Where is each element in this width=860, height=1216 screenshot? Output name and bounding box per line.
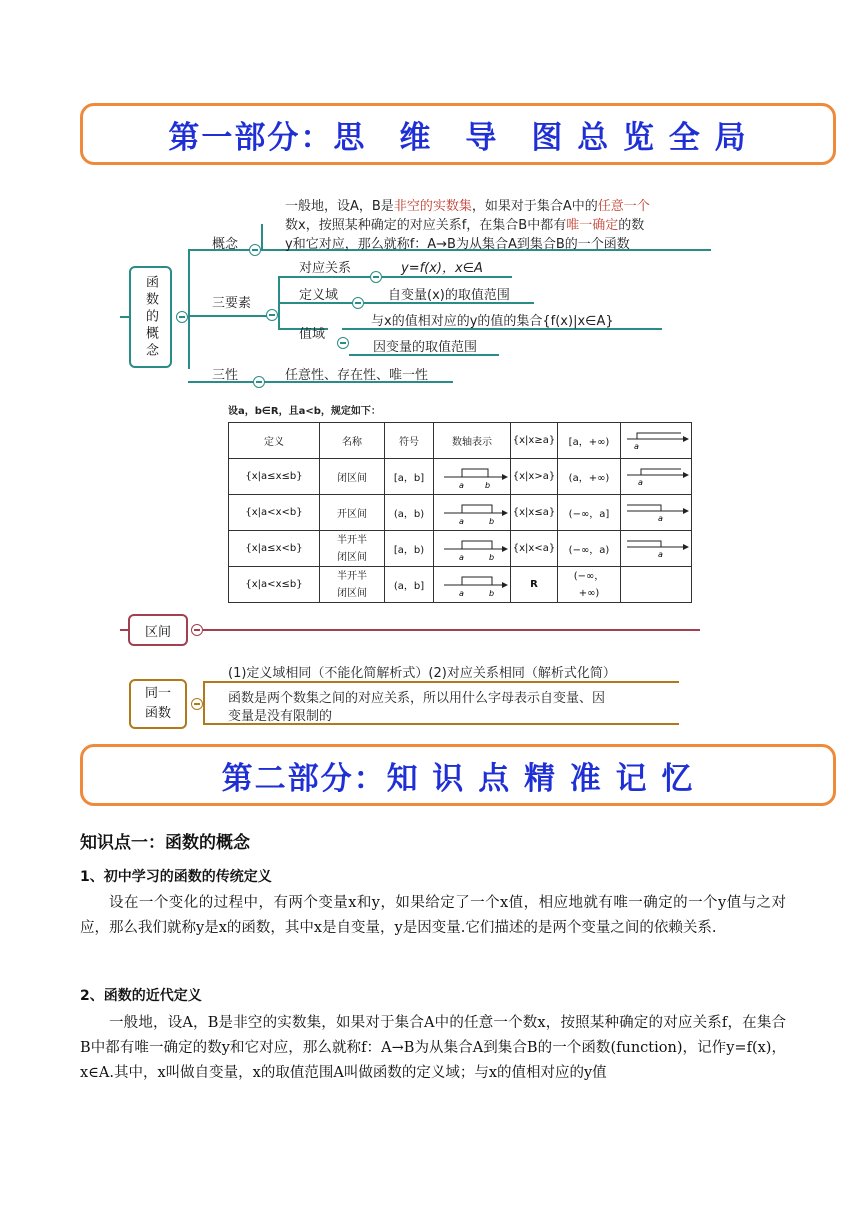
kp1-para2: 一般地，设A，B是非空的实数集，如果对于集合A中的任意一个数x，按照某种确定的对应关系f，在集合B中都有唯一确定的数y和它对应，那么就称f：A→B为从集合A到集合B的一个函数(function)，记作y=f(x)，x∈A.其中，x叫做自变量，x的取值范围A叫做函数的定义域；与x的值相对应的y值 bbox=[80, 1015, 786, 1081]
interval-line bbox=[203, 629, 700, 631]
table-row bbox=[229, 531, 692, 567]
row-name: 闭区间 bbox=[320, 459, 385, 495]
svg-text:b: b bbox=[489, 553, 495, 561]
part2-banner bbox=[80, 744, 836, 806]
table-header-row bbox=[229, 423, 692, 459]
th-axis: 数轴表示 bbox=[434, 423, 511, 459]
row-int: (−∞，+∞) bbox=[558, 567, 621, 603]
concept-line-1: 一般地，设A，B是非空的实数集，如果对于集合A中的任意一个 bbox=[285, 199, 650, 214]
svg-text:b: b bbox=[489, 517, 495, 525]
th-definition: 定义 bbox=[229, 423, 320, 459]
same-connector bbox=[203, 681, 205, 723]
domain-collapse-icon[interactable] bbox=[352, 297, 364, 309]
mapping-collapse-icon[interactable] bbox=[370, 271, 382, 283]
range-collapse-icon[interactable] bbox=[337, 337, 349, 349]
svg-text:a: a bbox=[638, 478, 643, 486]
concept-collapse-icon[interactable] bbox=[249, 244, 261, 256]
row-def: {x|a<x<b} bbox=[229, 495, 320, 531]
same-text-3: 变量是没有限制的 bbox=[228, 709, 333, 724]
part1-banner bbox=[80, 103, 836, 165]
same-function-root: 同一函数 bbox=[129, 679, 187, 729]
interval-collapse-icon[interactable] bbox=[191, 624, 203, 636]
th-interval-ray: [a，+∞) bbox=[558, 423, 621, 459]
same-text-2: 函数是两个数集之间的对应关系，所以用什么字母表示自变量、因 bbox=[228, 691, 606, 706]
row-set: {x|x≤a} bbox=[511, 495, 558, 531]
kp1-sub1: 1、初中学习的函数的传统定义 bbox=[80, 869, 272, 885]
mapping-value-line bbox=[382, 276, 512, 278]
svg-text:a: a bbox=[459, 553, 464, 561]
properties-collapse-icon[interactable] bbox=[253, 376, 265, 388]
row-sym: (a，b] bbox=[385, 567, 434, 603]
interval-table bbox=[228, 422, 692, 603]
interval-intro: 设a，b∈R，且a<b，规定如下： bbox=[228, 406, 381, 417]
row-int: (−∞，a] bbox=[558, 495, 621, 531]
row-def: {x|a≤x<b} bbox=[229, 531, 320, 567]
table-row bbox=[229, 459, 692, 495]
range-label: 值域 bbox=[299, 327, 326, 342]
mapping-line bbox=[278, 276, 378, 278]
th-name: 名称 bbox=[320, 423, 385, 459]
range-value-2: 因变量的取值范围 bbox=[373, 340, 478, 355]
concept-line-3: y和它对应，那么就称f：A→B为从集合A到集合B的一个函数 bbox=[285, 237, 630, 252]
axis-ray-0 bbox=[623, 428, 689, 450]
svg-text:a: a bbox=[658, 550, 663, 558]
part2-title: 第二部分：知 识 点 精 准 记 忆 bbox=[221, 760, 695, 797]
row-sym: (a，b) bbox=[385, 495, 434, 531]
concept-label: 概念 bbox=[212, 237, 239, 252]
row-def: {x|a<x≤b} bbox=[229, 567, 320, 603]
svg-text:a: a bbox=[658, 514, 663, 522]
kp1-para1: 设在一个变化的过程中，有两个变量x和y，如果给定了一个x值，相应地就有唯一确定的一个y值与之对应，那么我们就称y是x的函数，其中x是自变量，y是因变量.它们描述的是两个变量之间的依赖关系. bbox=[80, 895, 786, 936]
table-row bbox=[229, 495, 692, 531]
svg-text:b: b bbox=[485, 481, 491, 489]
svg-text:a: a bbox=[459, 517, 464, 525]
row-axis bbox=[434, 567, 511, 603]
mapping-label: 对应关系 bbox=[299, 261, 352, 276]
svg-text:a: a bbox=[459, 589, 464, 597]
mapping-value: y=f(x)，x∈A bbox=[401, 261, 483, 276]
row-name: 半开半闭区间 bbox=[320, 531, 385, 567]
root-stub bbox=[120, 316, 130, 318]
row-ray bbox=[621, 567, 692, 603]
row-set: R bbox=[511, 567, 558, 603]
root-collapse-icon[interactable] bbox=[176, 311, 188, 323]
domain-label: 定义域 bbox=[299, 288, 339, 303]
same-collapse-icon[interactable] bbox=[191, 698, 203, 710]
properties-label: 三性 bbox=[212, 368, 239, 383]
range-value-1: 与x的值相对应的y的值的集合{f(x)|x∈A} bbox=[371, 314, 614, 329]
svg-text:a: a bbox=[459, 481, 464, 489]
trunk-line bbox=[188, 249, 190, 369]
concept-line-2: 数x，按照某种确定的对应关系f，在集合B中都有唯一确定的数 bbox=[285, 218, 645, 233]
row-set: {x|x>a} bbox=[511, 459, 558, 495]
row-sym: [a，b) bbox=[385, 531, 434, 567]
part1-title: 第一部分：思 维 导 图 总 览 全 局 bbox=[168, 119, 748, 156]
same-line-1 bbox=[203, 681, 679, 683]
svg-text:a: a bbox=[634, 442, 639, 450]
th-symbol: 符号 bbox=[385, 423, 434, 459]
domain-value: 自变量(x)的取值范围 bbox=[388, 288, 510, 303]
row-name: 半开半闭区间 bbox=[320, 567, 385, 603]
row-axis bbox=[434, 531, 511, 567]
elements-line bbox=[188, 315, 268, 317]
row-int: (−∞，a) bbox=[558, 531, 621, 567]
row-set: {x|x<a} bbox=[511, 531, 558, 567]
row-axis bbox=[434, 495, 511, 531]
interval-stub bbox=[120, 629, 129, 631]
row-int: (a，+∞) bbox=[558, 459, 621, 495]
concept-connector bbox=[261, 224, 263, 250]
row-def: {x|a≤x≤b} bbox=[229, 459, 320, 495]
kp1-sub2: 2、函数的近代定义 bbox=[80, 988, 202, 1004]
row-ray bbox=[621, 495, 692, 531]
row-axis bbox=[434, 459, 511, 495]
svg-text:b: b bbox=[489, 589, 495, 597]
elements-collapse-icon[interactable] bbox=[266, 309, 278, 321]
properties-text: 任意性、存在性、唯一性 bbox=[285, 368, 429, 383]
row-ray bbox=[621, 459, 692, 495]
interval-root: 区间 bbox=[128, 614, 188, 646]
mindmap-root: 函数的概念 bbox=[129, 266, 172, 368]
same-text-1: (1)定义域相同（不能化简解析式）(2)对应关系相同（解析式化简） bbox=[228, 666, 616, 681]
th-set-ray: {x|x≥a} bbox=[511, 423, 558, 459]
kp1-heading: 知识点一：函数的概念 bbox=[80, 833, 250, 853]
row-name: 开区间 bbox=[320, 495, 385, 531]
elements-label: 三要素 bbox=[212, 296, 252, 311]
table-row bbox=[229, 567, 692, 603]
axis-ray-cell bbox=[621, 423, 692, 459]
row-sym: [a，b] bbox=[385, 459, 434, 495]
row-ray bbox=[621, 531, 692, 567]
